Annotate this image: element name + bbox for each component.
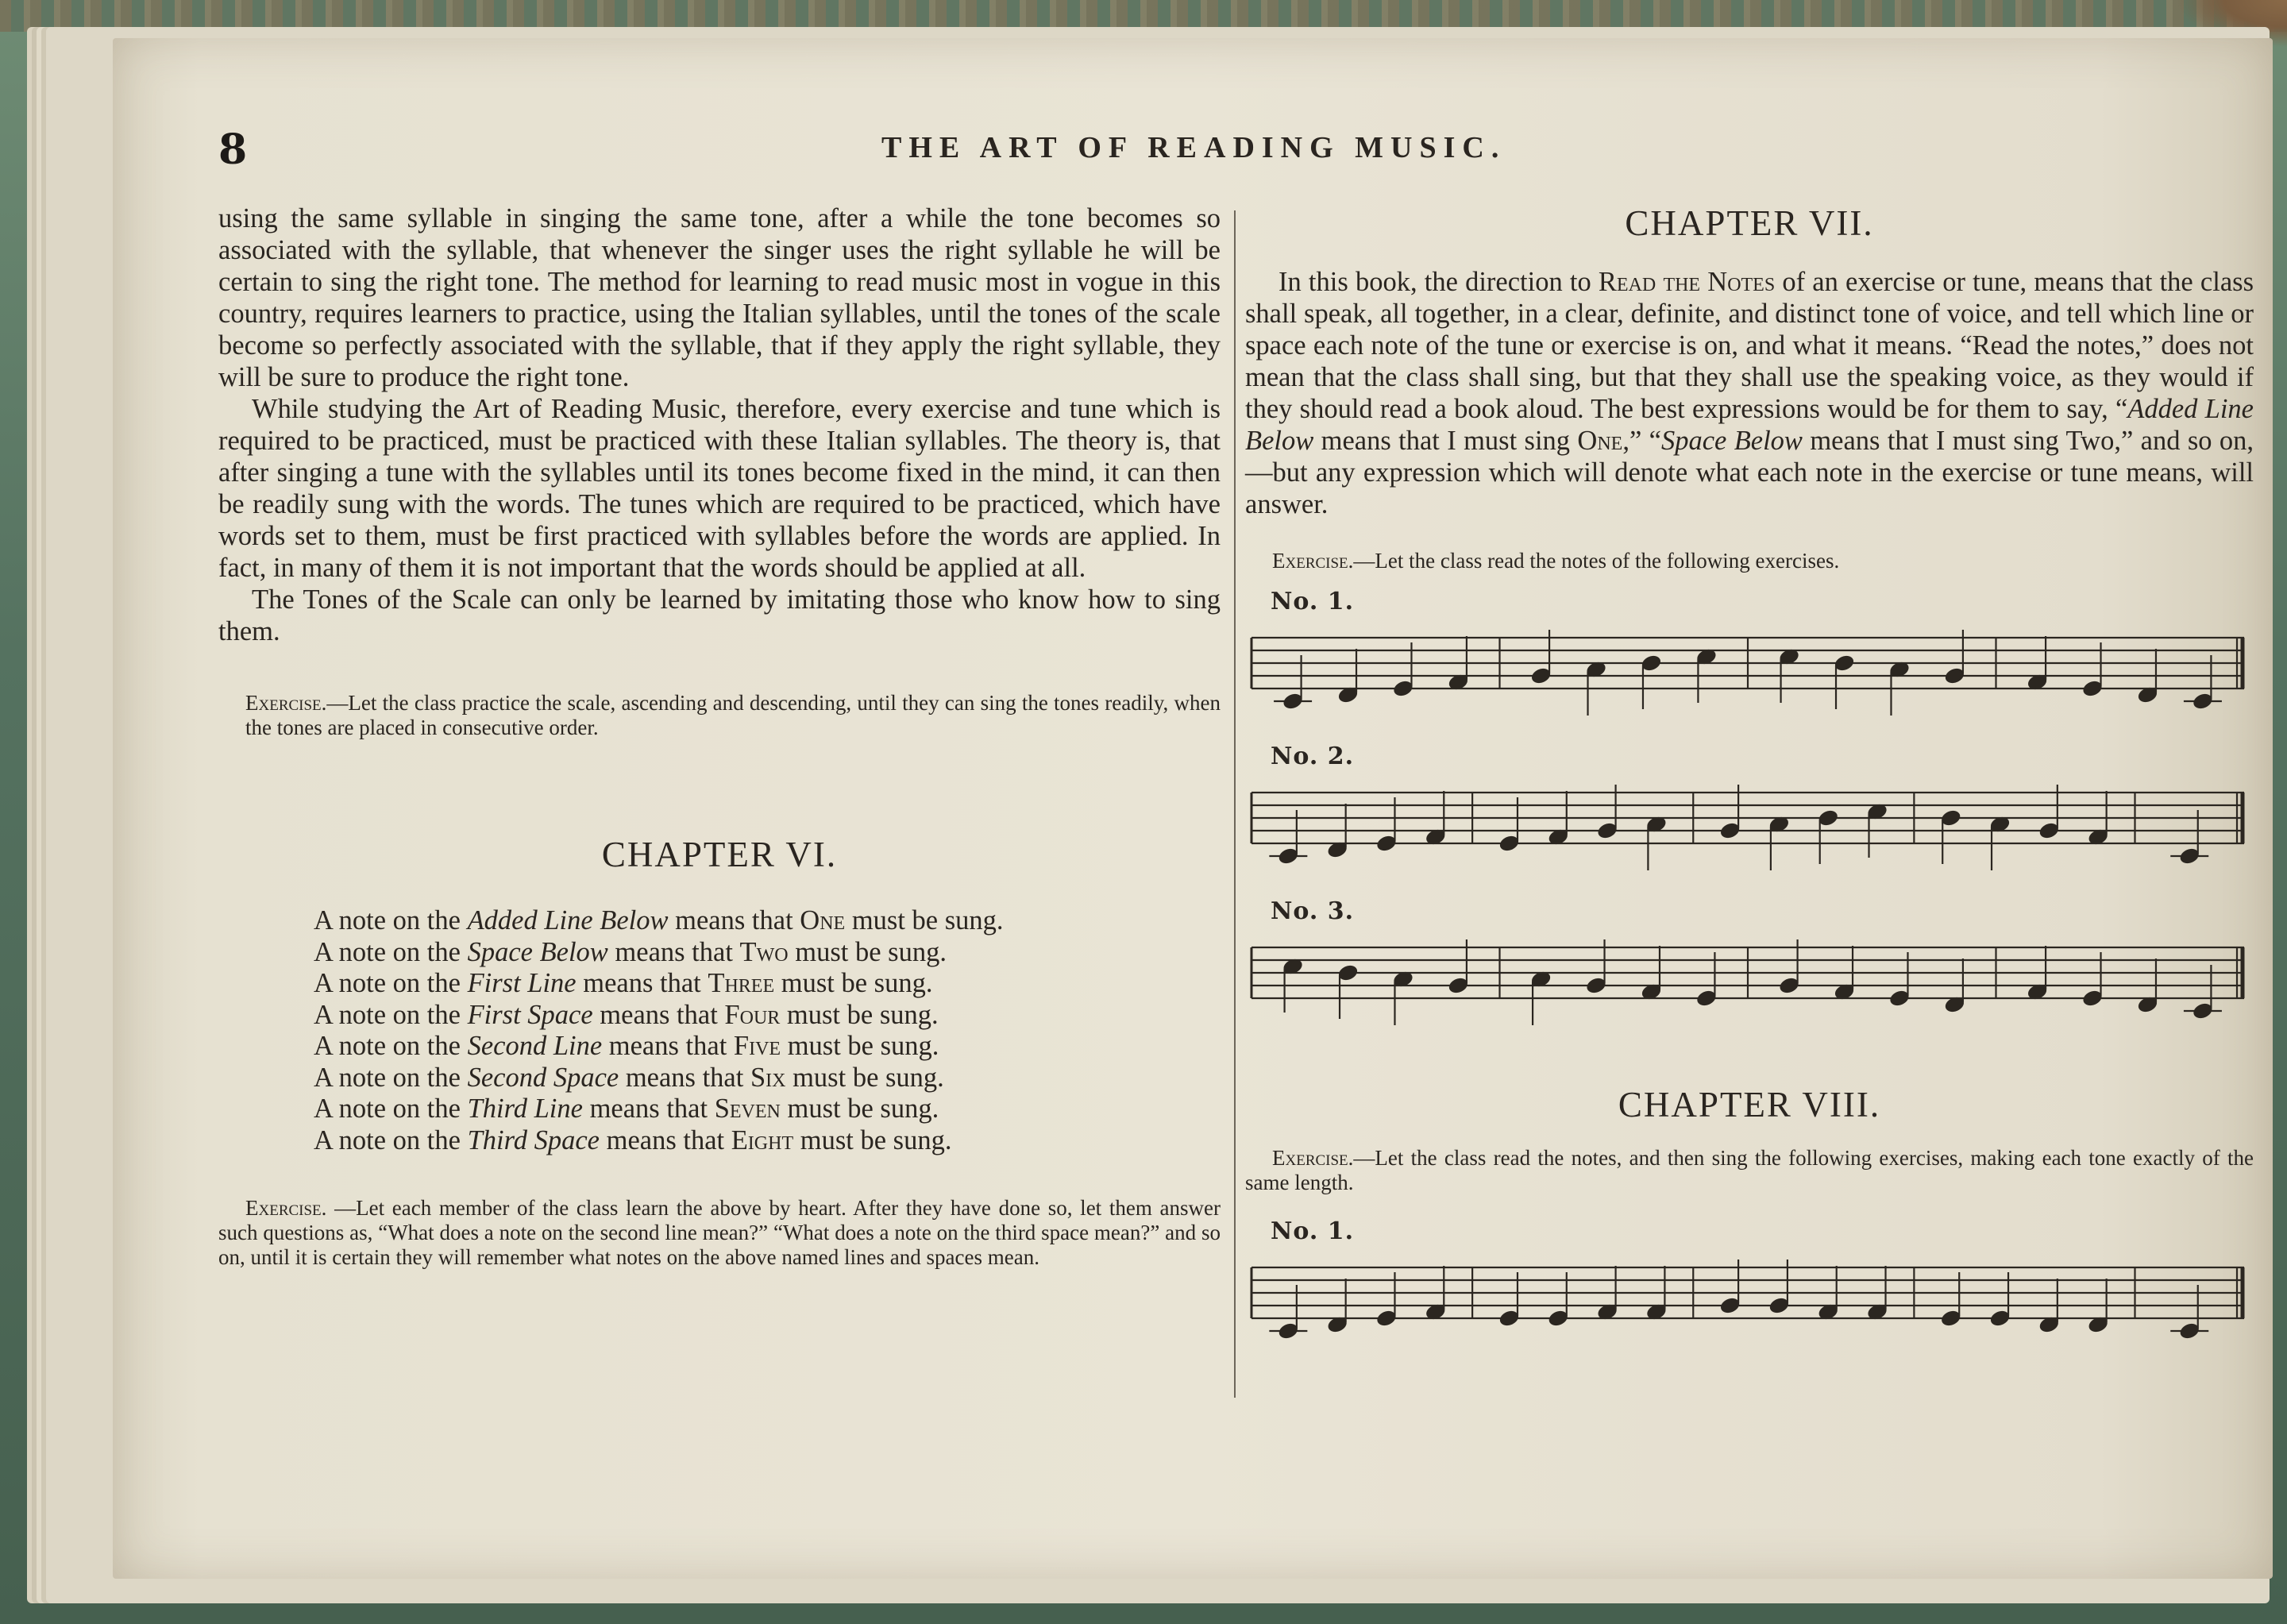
exercise-label: Exercise. bbox=[245, 1196, 327, 1220]
exercise-note bbox=[1245, 1146, 2254, 1195]
music-staff bbox=[1245, 770, 2254, 888]
exercise-label: Exercise. bbox=[1272, 549, 1354, 573]
running-title: THE ART OF READING MUSIC. bbox=[881, 131, 1506, 164]
example-label: No. 1. bbox=[1271, 588, 1355, 615]
paragraph: In this book, the direction to Read the Notes of an exercise or tune, means that the class shall speak, all together, in a clear, definite, and distinct tone of voice, and tell which line or space each note of the tune or exercise is on, and what it means. “Read the notes,” does not mean that the class shall sing, but that they shall use the speaking voice, as they would if they should read a book aloud. The best expressions would be for them to say, “Added Line Below means that I must sing One,” “Space Below means that I must sing Two,” and so on,—but any expression which will denote what each note in the exercise or tune means, will answer. bbox=[1245, 267, 2254, 519]
music-staff bbox=[1245, 615, 2254, 733]
paragraph: The Tones of the Scale can only be learned by imitating those who know how to sing them. bbox=[218, 584, 1221, 646]
music-example bbox=[1245, 588, 2254, 733]
exercise-text: —Let the class read the notes, and then sing the following exercises, making each tone exactly of the same length. bbox=[1245, 1146, 2254, 1194]
note-rule: A note on the Second Line means that Five must be sung. bbox=[314, 1031, 939, 1061]
exercise-label: Exercise. bbox=[245, 691, 327, 715]
note-rule: A note on the Third Line means that Seven must be sung. bbox=[314, 1094, 939, 1124]
right-column bbox=[1245, 203, 2254, 1363]
note-rule: A note on the First Line means that Three must be sung. bbox=[314, 968, 933, 998]
example-label: No. 1. bbox=[1271, 1217, 1355, 1245]
music-staff bbox=[1245, 925, 2254, 1043]
page-number: 8 bbox=[218, 125, 249, 174]
exercise-text: —Let the class practice the scale, ascending and descending, until they can sing the tones readily, when the tones are placed in consecutive order. bbox=[245, 691, 1221, 739]
exercise-note bbox=[218, 1196, 1221, 1270]
paragraph: using the same syllable in singing the same tone, after a while the tone becomes so associated with the syllable, that whenever the singer uses the right syllable he will be certain to sing the right tone. The method for learning to read music most in vogue in this country, requires learners to practice, using the Italian syllables, until the tones of the scale become so perfectly associated with the syllable, that if they apply the right syllable, they will be sure to produce the right tone. bbox=[218, 203, 1221, 392]
example-label: No. 2. bbox=[1271, 743, 1355, 770]
example-label: No. 3. bbox=[1271, 897, 1355, 925]
music-example bbox=[1245, 1217, 2254, 1363]
exercise-label: Exercise. bbox=[1272, 1146, 1354, 1170]
music-example bbox=[1245, 743, 2254, 888]
paragraph: While studying the Art of Reading Music, therefore, every exercise and tune which is required to be practiced, must be practiced with these Italian syllables. The theory is, that after singing a tune with the syllables until its tones become fixed in the mind, it can then be readily sung with the words. The tunes which are required to be practiced, which have words set to them, must be first practiced with syllables before the words are applied. In fact, in many of them it is not important that the words should be applied at all. bbox=[218, 394, 1221, 583]
note-rule: A note on the Space Below means that Two must be sung. bbox=[314, 936, 947, 967]
chapter-title: CHAPTER VI. bbox=[601, 835, 838, 874]
exercise-text: —Let each member of the class learn the above by heart. After they have done so, let them answer such questions as, “What does a note on the second line mean?” “What does a note on the third space mean?” and so on, until it is certain they will remember what notes on the above named lines and spaces mean. bbox=[218, 1196, 1221, 1269]
note-rules-list bbox=[218, 905, 1221, 1156]
exercise-note bbox=[218, 691, 1221, 740]
note-rule: A note on the Third Space means that Eight must be sung. bbox=[314, 1124, 952, 1155]
music-example bbox=[1245, 897, 2254, 1043]
note-rule: A note on the Added Line Below means that One must be sung. bbox=[314, 905, 1004, 935]
left-column bbox=[218, 203, 1221, 1270]
chapter-title: CHAPTER VIII. bbox=[1618, 1085, 1881, 1124]
music-staff bbox=[1245, 1245, 2254, 1363]
exercise-note bbox=[1245, 549, 2254, 573]
column-divider bbox=[1234, 210, 1236, 1398]
note-rule: A note on the First Space means that Four must be sung. bbox=[314, 999, 939, 1030]
exercise-text: —Let the class read the notes of the following exercises. bbox=[1353, 549, 1840, 573]
chapter-title: CHAPTER VII. bbox=[1625, 203, 1874, 243]
note-rule: A note on the Second Space means that Six must be sung. bbox=[314, 1062, 944, 1093]
